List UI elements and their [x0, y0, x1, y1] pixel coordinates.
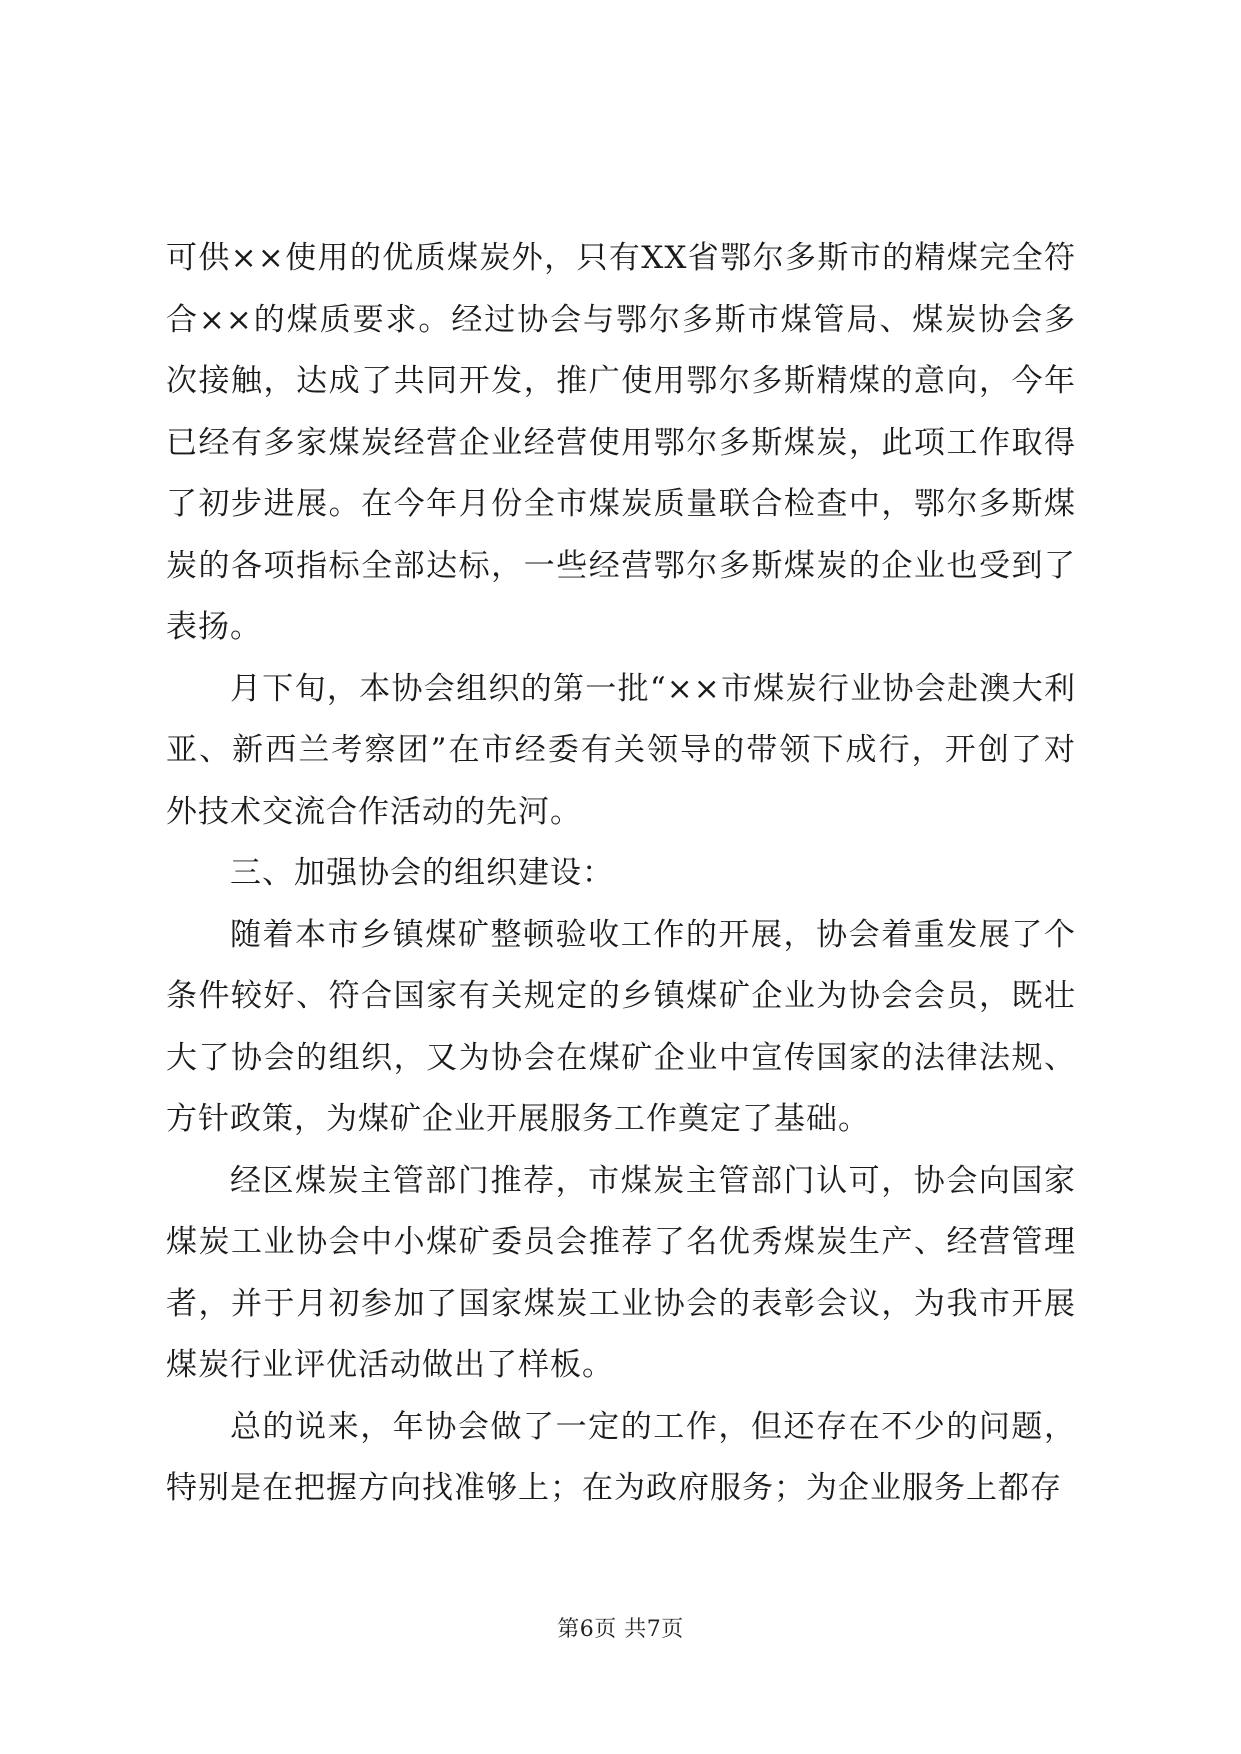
page-footer: 第6页 共7页 — [557, 1617, 684, 1642]
paragraph-summary: 总的说来，年协会做了一定的工作，但还存在不少的问题，特别是在把握方向找准够上；在为政府服务；为企业服务上都存 — [166, 1408, 1076, 1506]
paragraph-delegation: 月下旬，本协会组织的第一批“××市煤炭行业协会赴澳大利亚、新西兰考察团”在市经委有关领导的带领下成行，开创了对外技术交流合作活动的先河。 — [166, 670, 1076, 830]
paragraph-continuation: 可供××使用的优质煤炭外，只有XX省鄂尔多斯市的精煤完全符合××的煤质要求。经过协会与鄂尔多斯市煤管局、煤炭协会多次接触，达成了共同开发，推广使用鄂尔多斯精煤的意向，今年已经有多家煤炭经营企业经营使用鄂尔多斯煤炭，此项工作取得了初步进展。在今年月份全市煤炭质量联合检查中，鄂尔多斯煤炭的各项指标全部达标，一些经营鄂尔多斯煤炭的企业也受到了表扬。 — [166, 240, 1076, 645]
paragraph-membership: 随着本市乡镇煤矿整顿验收工作的开展，协会着重发展了个条件较好、符合国家有关规定的乡镇煤矿企业为协会会员，既壮大了协会的组织，又为协会在煤矿企业中宣传国家的法律法规、方针政策，为煤矿企业开展服务工作奠定了基础。 — [166, 916, 1076, 1137]
section-heading-3: 三、加强协会的组织建设： — [230, 855, 614, 891]
document-body — [166, 228, 1076, 1520]
paragraph-recommendation: 经区煤炭主管部门推荐，市煤炭主管部门认可，协会向国家煤炭工业协会中小煤矿委员会推荐了名优秀煤炭生产、经营管理者，并于月初参加了国家煤炭工业协会的表彰会议，为我市开展煤炭行业评优活动做出了样板。 — [166, 1162, 1076, 1383]
